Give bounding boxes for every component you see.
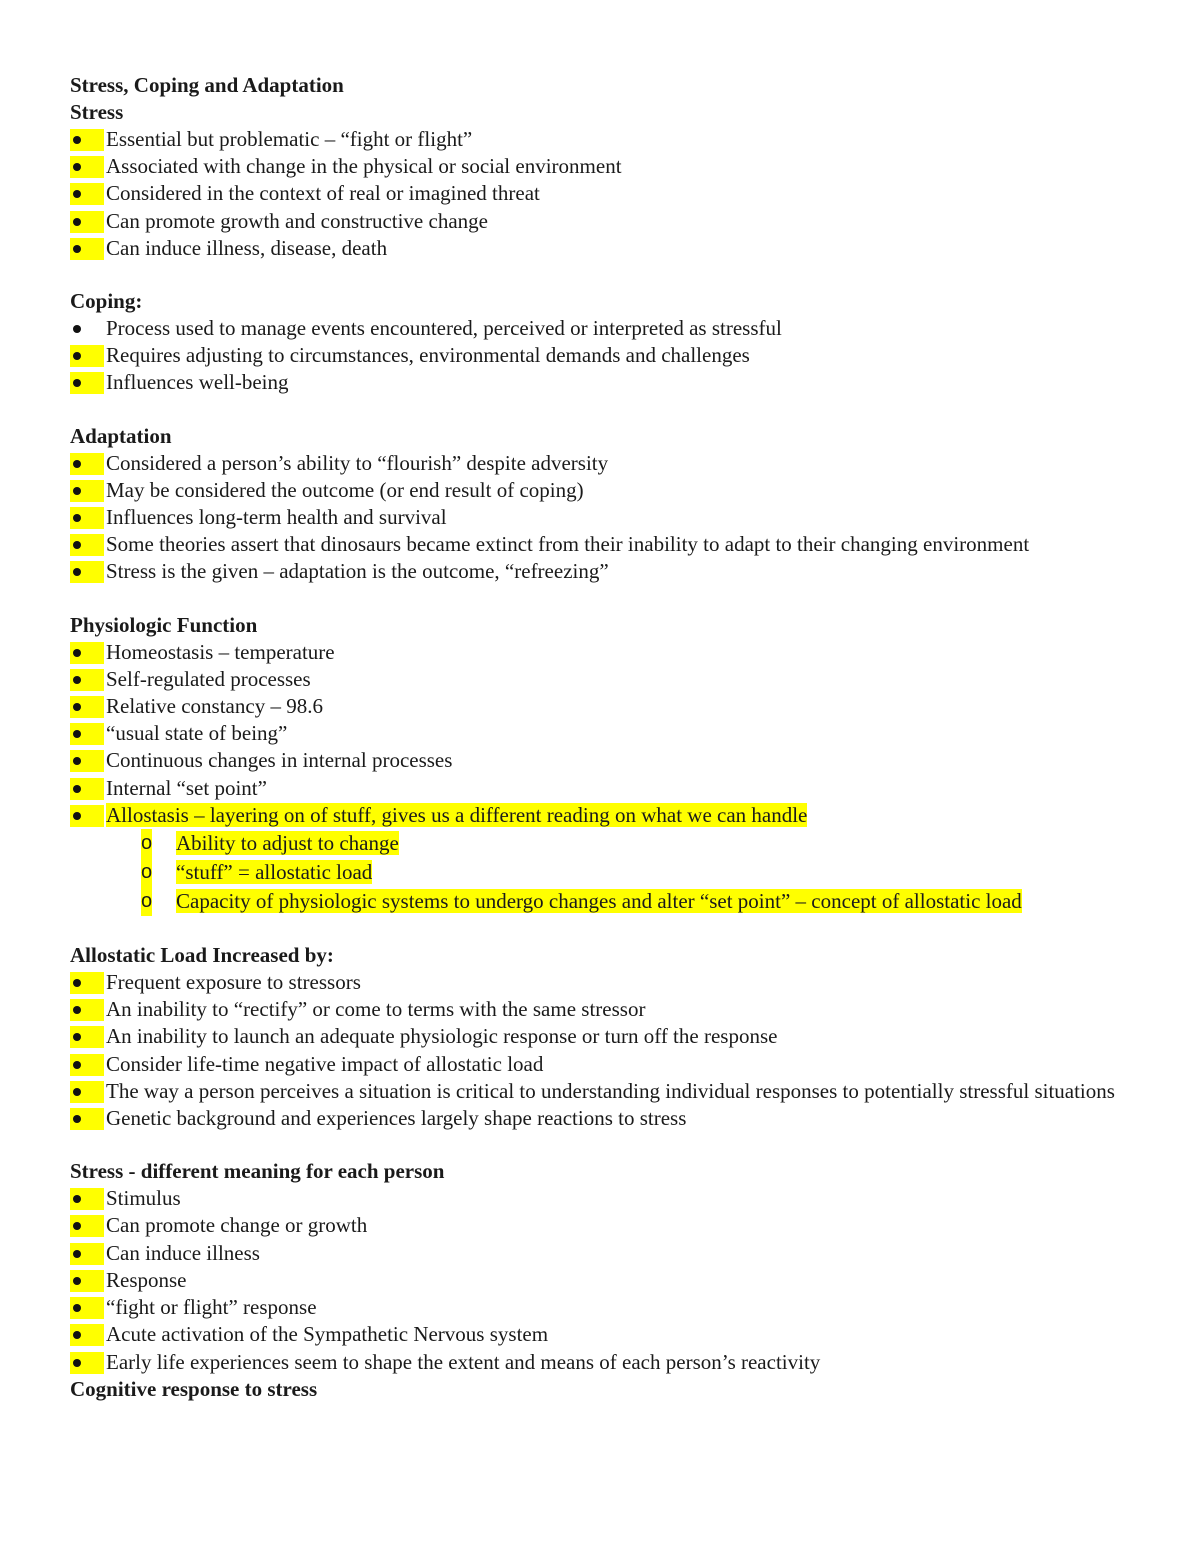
bullet-icon — [70, 750, 104, 772]
list-item — [70, 1349, 1170, 1376]
bullet-list — [70, 639, 1170, 916]
bullet-icon — [70, 1054, 104, 1076]
bullet-icon — [70, 1324, 104, 1346]
section — [70, 1376, 1170, 1403]
list-item — [70, 477, 1170, 504]
bullet-icon — [70, 1352, 104, 1374]
list-item-text: Consider life-time negative impact of allostatic load — [106, 1051, 544, 1076]
bullet-icon — [70, 696, 104, 718]
list-item-text: May be considered the outcome (or end result of coping) — [106, 477, 584, 502]
section-heading: Adaptation — [70, 423, 172, 448]
list-item — [70, 1212, 1170, 1239]
bullet-list — [70, 126, 1170, 262]
bullet-icon — [70, 1270, 104, 1292]
list-item — [70, 666, 1170, 693]
list-item-text: Some theories assert that dinosaurs became extinct from their inability to adapt to their changing environment — [106, 532, 1030, 557]
bullet-icon — [70, 778, 104, 800]
list-item — [70, 1051, 1170, 1078]
bullet-list — [70, 969, 1170, 1132]
list-item — [70, 1185, 1170, 1212]
sub-list-item — [70, 887, 1170, 916]
list-item — [70, 450, 1170, 477]
bullet-icon — [70, 1215, 104, 1237]
list-item-text: Stimulus — [106, 1186, 181, 1211]
bullet-icon — [70, 156, 104, 178]
bullet-icon — [70, 211, 104, 233]
list-item-text: Can promote growth and constructive change — [106, 208, 488, 233]
list-item — [70, 208, 1170, 235]
list-item-text: Response — [106, 1267, 187, 1292]
list-item-text: Acute activation of the Sympathetic Nervous system — [106, 1322, 549, 1347]
section — [70, 1158, 1170, 1375]
list-item-text: Influences long-term health and survival — [106, 505, 447, 530]
list-item-text: Homeostasis – temperature — [106, 639, 335, 664]
bullet-icon — [70, 129, 104, 151]
sub-bullet-icon: o — [141, 887, 152, 916]
list-item-text: Process used to manage events encountered, perceived or interpreted as stressful — [106, 316, 782, 341]
section-heading: Physiologic Function — [70, 612, 258, 637]
list-item-text: Can induce illness, disease, death — [106, 235, 388, 260]
list-item-text: “usual state of being” — [106, 721, 288, 746]
list-item — [70, 1294, 1170, 1321]
bullet-icon — [70, 318, 104, 340]
list-item-text: Internal “set point” — [106, 775, 267, 800]
list-item-text: Essential but problematic – “fight or flight” — [106, 127, 473, 151]
list-item-text: Genetic background and experiences largely shape reactions to stress — [106, 1106, 687, 1131]
list-item-text: An inability to “rectify” or come to terms with the same stressor — [106, 997, 646, 1022]
list-item — [70, 369, 1170, 396]
list-item-text: “fight or flight” response — [106, 1295, 317, 1320]
list-item — [70, 775, 1170, 802]
section — [70, 942, 1170, 1132]
list-item — [70, 639, 1170, 666]
list-item — [70, 235, 1170, 262]
list-item — [70, 802, 1170, 829]
list-item-text: Stress is the given – adaptation is the outcome, “refreezing” — [106, 559, 609, 584]
section-heading: Stress — [70, 100, 124, 124]
list-item — [70, 180, 1170, 207]
section-heading: Allostatic Load Increased by: — [70, 943, 334, 968]
bullet-icon — [70, 480, 104, 502]
sub-list-item-text: Capacity of physiologic systems to undergo changes and alter “set point” – concept of allostatic load — [176, 889, 1022, 914]
bullet-icon — [70, 183, 104, 205]
list-item-text: Relative constancy – 98.6 — [106, 694, 323, 719]
list-item — [70, 1078, 1170, 1105]
bullet-icon — [70, 805, 104, 827]
list-item — [70, 153, 1170, 180]
list-item-text: Requires adjusting to circumstances, environmental demands and challenges — [106, 343, 750, 368]
list-item-text: Allostasis – layering on of stuff, gives us a different reading on what we can handle — [106, 802, 808, 827]
section — [70, 423, 1170, 586]
list-item-text: Influences well-being — [106, 370, 289, 395]
bullet-icon — [70, 723, 104, 745]
list-item — [70, 720, 1170, 747]
bullet-icon — [70, 507, 104, 529]
bullet-icon — [70, 669, 104, 691]
bullet-icon — [70, 561, 104, 583]
sub-list-item — [70, 858, 1170, 887]
list-item — [70, 1023, 1170, 1050]
bullet-icon — [70, 1297, 104, 1319]
list-item — [70, 504, 1170, 531]
list-item — [70, 1267, 1170, 1294]
section-heading: Stress - different meaning for each person — [70, 1159, 445, 1184]
sub-list — [70, 829, 1170, 916]
document-page — [70, 72, 1170, 1403]
sub-list-item-text: Ability to adjust to change — [176, 831, 399, 856]
list-item — [70, 693, 1170, 720]
list-item-text: An inability to launch an adequate physiologic response or turn off the response — [106, 1024, 778, 1049]
sub-bullet-icon: o — [141, 858, 152, 887]
list-item-text: Early life experiences seem to shape the extent and means of each person’s reactivity — [106, 1349, 821, 1374]
list-item — [70, 126, 1170, 153]
list-item-text: Considered in the context of real or imagined threat — [106, 181, 540, 206]
list-item — [70, 1240, 1170, 1267]
bullet-list — [70, 450, 1170, 586]
bullet-icon — [70, 345, 104, 367]
list-item — [70, 969, 1170, 996]
bullet-icon — [70, 1026, 104, 1048]
section-heading: Coping: — [70, 289, 143, 314]
sub-list-item — [70, 829, 1170, 858]
list-item-text: Frequent exposure to stressors — [106, 970, 361, 995]
list-item-text: Considered a person’s ability to “flourish” despite adversity — [106, 450, 609, 475]
bullet-list — [70, 315, 1170, 397]
bullet-icon — [70, 972, 104, 994]
bullet-icon — [70, 1188, 104, 1210]
list-item-text: Self-regulated processes — [106, 666, 311, 691]
list-item — [70, 996, 1170, 1023]
bullet-icon — [70, 1243, 104, 1265]
bullet-list — [70, 1185, 1170, 1375]
list-item-text: Can promote change or growth — [106, 1213, 368, 1238]
section-heading: Cognitive response to stress — [70, 1376, 318, 1401]
list-item-text: The way a person perceives a situation is critical to understanding individual responses to potentially stressful situations — [106, 1078, 1115, 1103]
document-title: Stress, Coping and Adaptation — [70, 73, 344, 97]
section — [70, 99, 1170, 262]
bullet-icon — [70, 534, 104, 556]
sub-list-item-text: “stuff” = allostatic load — [176, 860, 373, 885]
list-item — [70, 747, 1170, 774]
bullet-icon — [70, 453, 104, 475]
bullet-icon — [70, 642, 104, 664]
bullet-icon — [70, 999, 104, 1021]
bullet-icon — [70, 372, 104, 394]
list-item-text: Continuous changes in internal processes — [106, 748, 453, 773]
list-item — [70, 558, 1170, 585]
bullet-icon — [70, 238, 104, 260]
list-item — [70, 531, 1170, 558]
section — [70, 288, 1170, 397]
document-body — [70, 99, 1170, 1403]
list-item — [70, 315, 1170, 342]
bullet-icon — [70, 1108, 104, 1130]
section — [70, 612, 1170, 916]
list-item — [70, 1105, 1170, 1132]
sub-bullet-icon: o — [141, 829, 152, 858]
list-item-text: Can induce illness — [106, 1240, 260, 1265]
list-item-text: Associated with change in the physical or social environment — [106, 154, 622, 179]
list-item — [70, 1321, 1170, 1348]
list-item — [70, 342, 1170, 369]
bullet-icon — [70, 1081, 104, 1103]
